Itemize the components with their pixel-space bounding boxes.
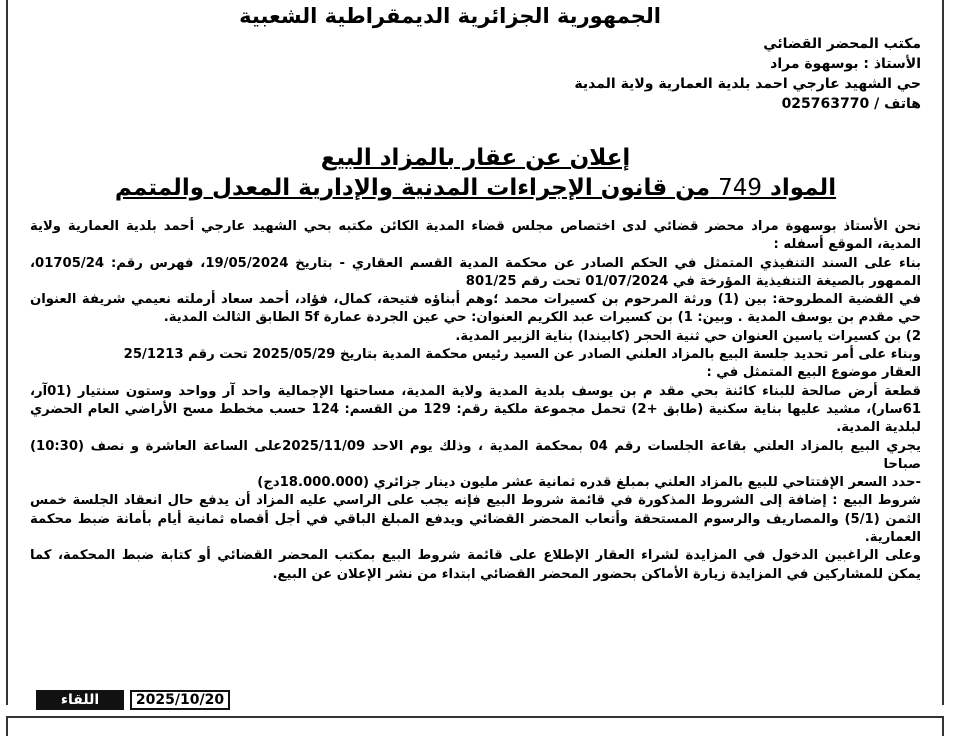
paragraph-order: وبناء على أمر تحديد جلسة البيع بالمزاد العلني الصادر عن السيد رئيس محكمة المدية بتاريخ 2025/05/29 تحت رقم 25/1213 xyxy=(123,347,921,363)
next-announcement-frame xyxy=(6,716,944,736)
publication-footer xyxy=(36,690,230,710)
office-phone: هاتف / 025763770 xyxy=(781,96,921,112)
paragraph-title-deed: بناء على السند التنفيذي المتمثل في الحكم الصادر عن محكمة المدية القسم العقاري - بتاريخ 19/05/2024، فهرس رقم: 01705/24، الممهور بالصيغة التنفيذية المؤرخة في 01/07/2024 تحت رقم 801/25 xyxy=(30,255,921,289)
subtitle-suffix: من قانون الإجراءات المدنية والإدارية المعدل والمتمم xyxy=(114,175,711,201)
office-name: مكتب المحضر القضائي xyxy=(763,36,921,52)
subtitle-prefix: المواد xyxy=(770,175,837,201)
paragraph-sale-conditions: شروط البيع : إضافة إلى الشروط المذكورة في قائمة شروط البيع فإنه يجب على الراسي عليه المزاد أن يدفع حال انعقاد الجلسة خمس الثمن (5/1) والمصاريف والرسوم المستحقة وأتعاب المحضر القضائي ويدفع المبلغ الباقي في أجل أقصاه ثمانية أيام بأمانة ضبط محكمة العمارية. xyxy=(30,493,921,546)
paragraph-sale-session: يجري البيع بالمزاد العلني بقاعة الجلسات رقم 04 بمحكمة المدية ، وذلك يوم الاحد 2025/11/09على الساعة العاشرة و نصف (10:30) صباحا xyxy=(30,438,921,472)
office-block xyxy=(574,34,921,114)
paragraph-participation: وعلى الراغبين الدخول في المزايدة لشراء العقار الإطلاع على قائمة شروط البيع بمكتب المحضر القضائي أو كتابة ضبط المحكمة، كما يمكن للمشاركين في المزايدة زيارة الأماكن بحضور المحضر القضائي ابتداء من نشر الإعلان عن البيع. xyxy=(30,548,921,582)
article-number: 749 xyxy=(718,175,763,201)
paragraph-opening-price: -حدد السعر الإفتتاحي للبيع بالمزاد العلني بمبلغ قدره ثمانية عشر مليون دينار جزائري (18.000.000دج) xyxy=(257,475,921,491)
publication-date: 2025/10/20 xyxy=(130,690,230,710)
newspaper-name: اللقاء xyxy=(36,690,124,710)
paragraph-intro: نحن الأستاذ بوسهوة مراد محضر قضائي لدى اختصاص مجلس قضاء المدية الكائن مكتبه بحي الشهيد عارجي أحمد بلدية العمارية ولاية المدية، الموقع أسفله : xyxy=(30,219,921,253)
paragraph-party-2: 2) بن كسيرات ياسين العنوان حي ثنية الحجر (كابيندا) بناية الزبير المدية. xyxy=(455,328,921,344)
announcement-title: إعلان عن عقار بالمزاد البيع xyxy=(320,145,631,171)
office-address: حي الشهيد عارجي احمد بلدية العمارية ولاية المدية xyxy=(574,76,921,92)
paragraph-property-heading: العقار موضوع البيع المتمثل في : xyxy=(706,365,921,381)
republic-heading: الجمهورية الجزائرية الديمقراطية الشعبية xyxy=(239,4,661,28)
announcement-subtitle xyxy=(20,175,931,201)
lawyer-name: الأستاذ : بوسهوة مراد xyxy=(770,56,921,72)
announcement-body xyxy=(30,218,921,584)
paragraph-parties: في القضية المطروحة: بين (1) ورثة المرحوم بن كسيرات محمد ؛وهم أبناؤه فتيحة، كمال، فؤاد، أحمد سعاد أرملته نعيمي شريفة العنوان حي مقدم بن يوسف المدية . وبين: 1) بن كسيرات عبد الكريم العنوان: حي عين الجردة عمارة 5f الطابق الثالث المدية. xyxy=(30,292,922,326)
paragraph-property: قطعة أرض صالحة للبناء كائنة بحي مقد م بن يوسف بلدية المدية ولاية المدية، مساحتها الإجمالية واحد آر وواحد وستون سنتيار (01آر، 61سار)، مشيد عليها بناية سكنية (طابق +2) تحمل مجموعة ملكية رقم: 129 من القسم: 124 حسب مخطط مسح الأراضي العام الحضري لبلدية المدية. xyxy=(30,383,921,436)
